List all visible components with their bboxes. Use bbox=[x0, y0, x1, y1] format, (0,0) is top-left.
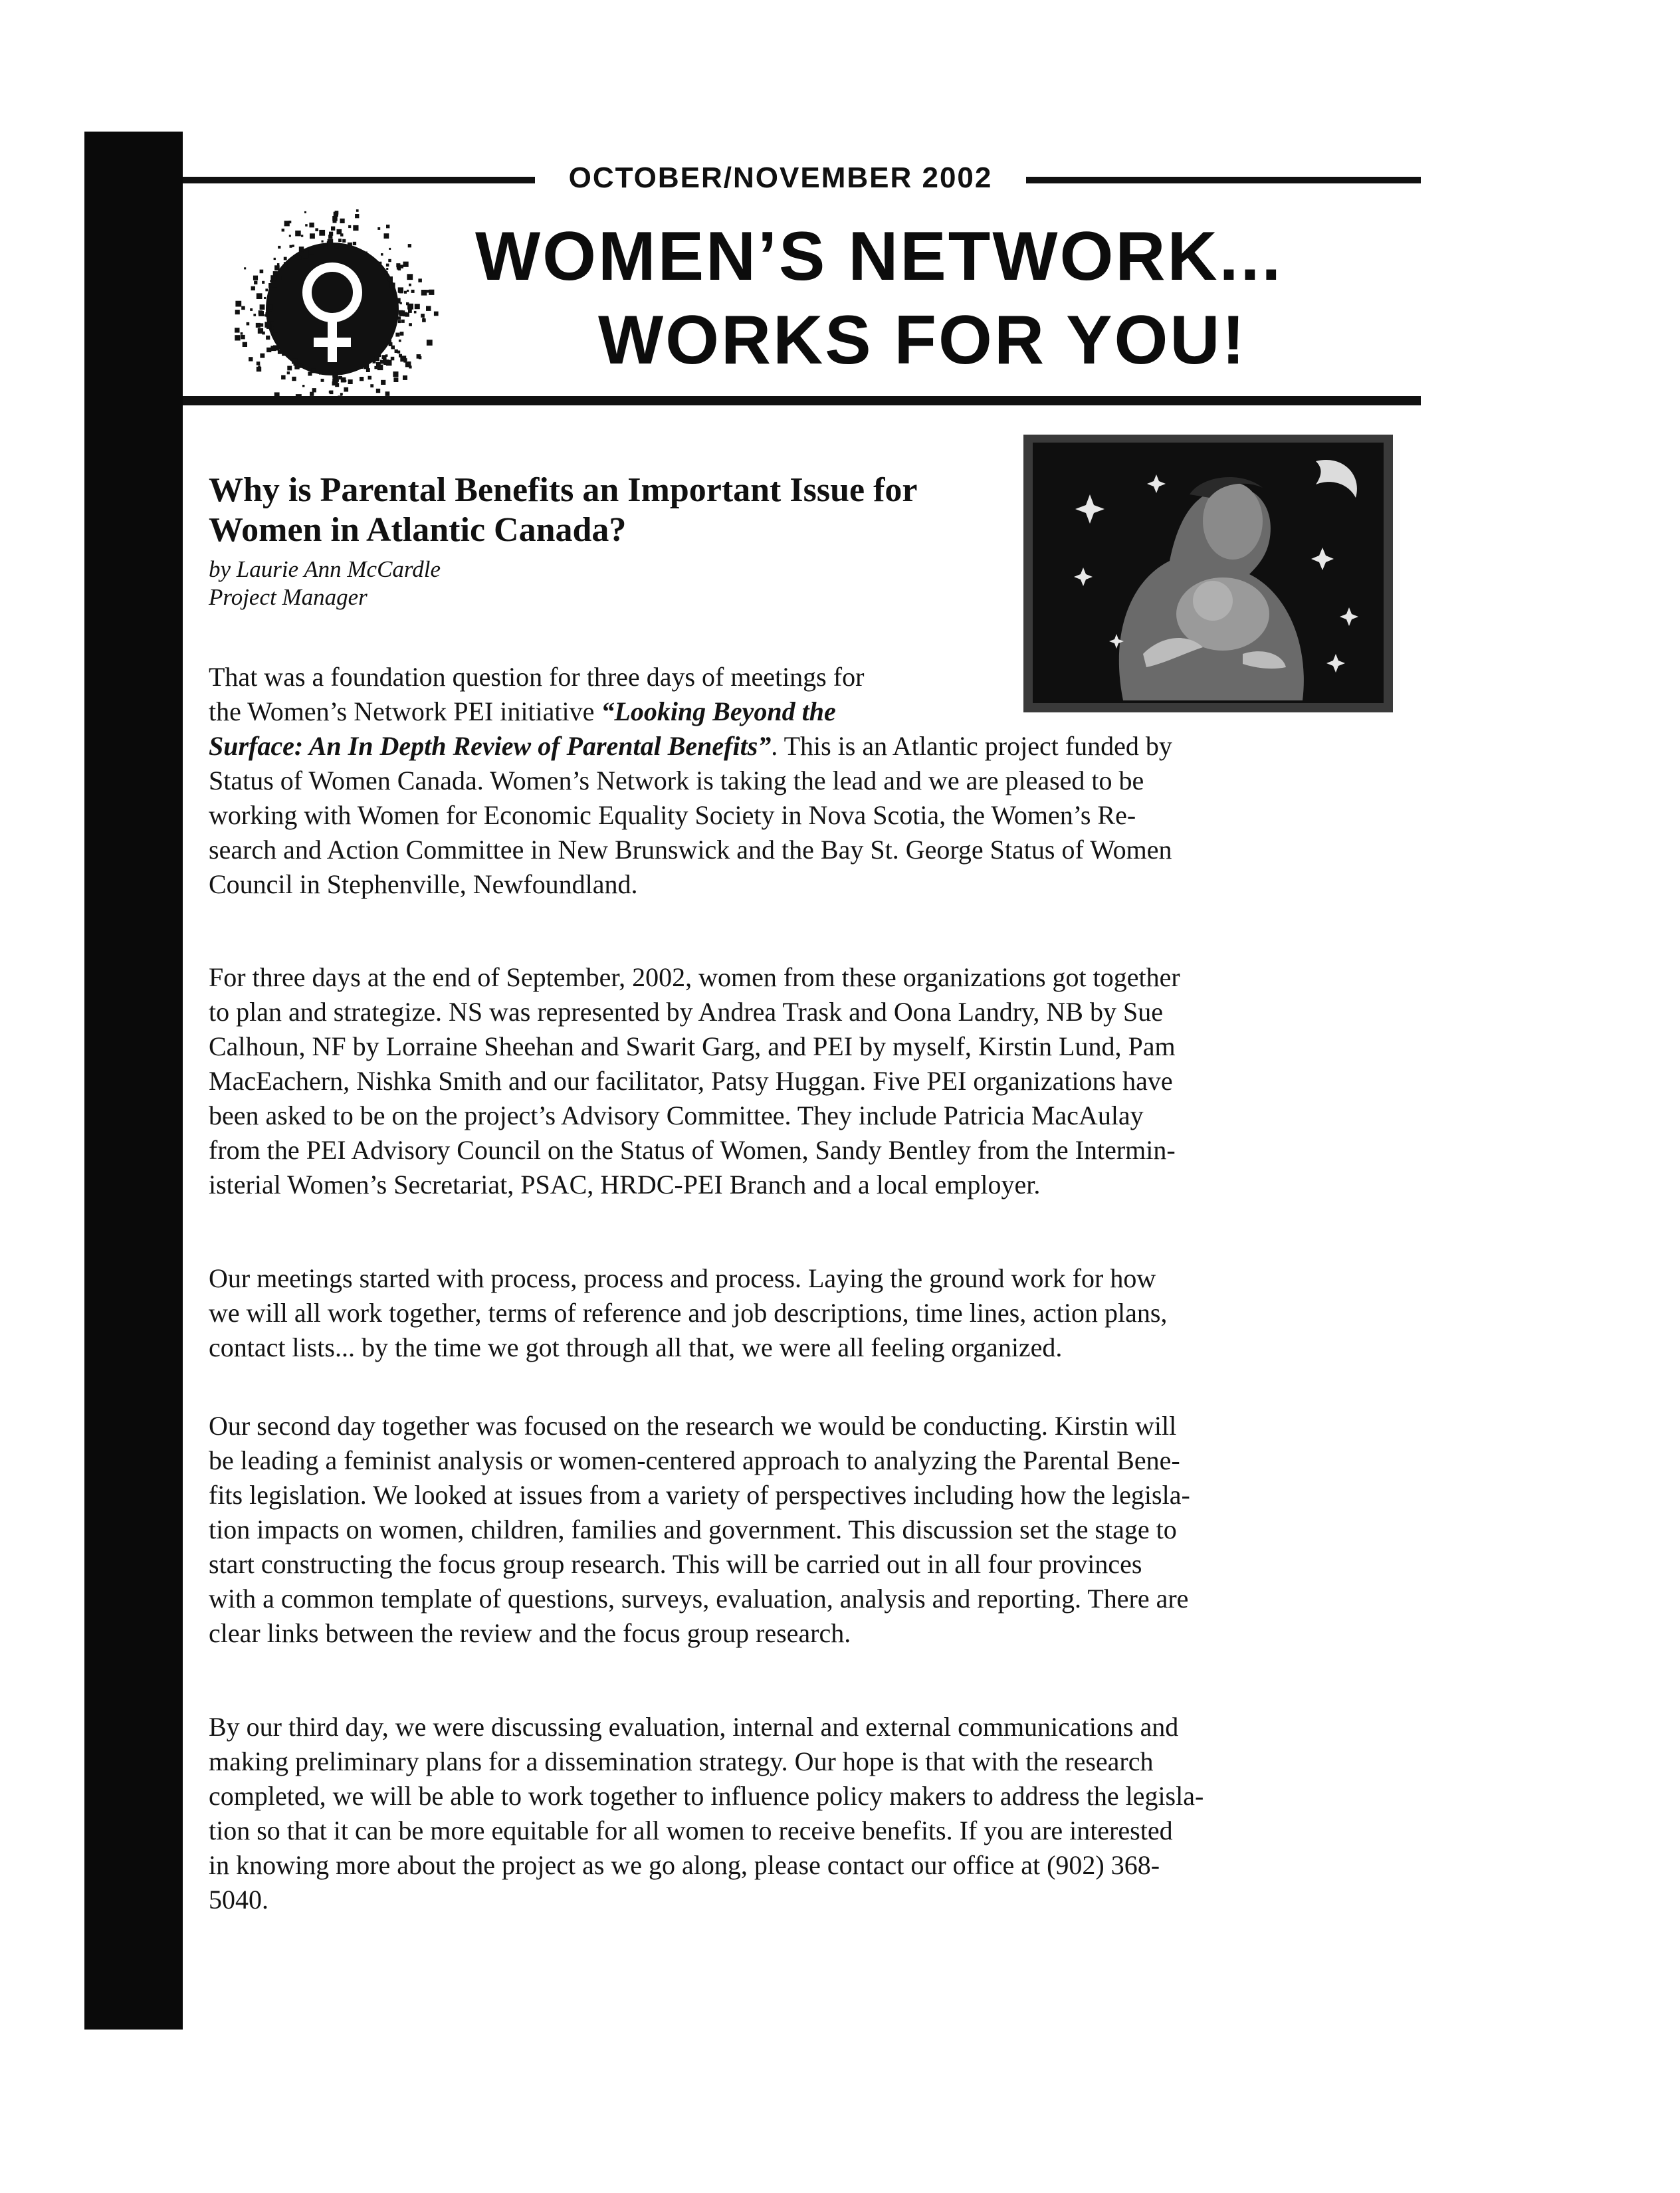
paragraph-5-line: 5040. bbox=[209, 1885, 268, 1915]
byline-role: Project Manager bbox=[209, 584, 368, 610]
female-symbol-icon bbox=[226, 203, 439, 415]
paragraph-4 bbox=[209, 1409, 1392, 1651]
header-rule-left bbox=[183, 177, 535, 183]
paragraph-2-line: MacEachern, Nishka Smith and our facilitator, Patsy Huggan. Five PEI organizations have bbox=[209, 1066, 1173, 1096]
initiative-title: “Looking Beyond the bbox=[601, 696, 836, 726]
paragraph-5-line: in knowing more about the project as we go along, please contact our office at (902) 368- bbox=[209, 1850, 1160, 1880]
paragraph-4-line: with a common template of questions, surveys, evaluation, analysis and reporting. There are bbox=[209, 1584, 1189, 1614]
paragraph-2-line: to plan and strategize. NS was represented by Andrea Trask and Oona Landry, NB by Sue bbox=[209, 997, 1163, 1027]
paragraph-4-line: start constructing the focus group research. This will be carried out in all four provinces bbox=[209, 1549, 1142, 1579]
paragraph-1 bbox=[209, 660, 1392, 902]
newsletter-title-line1: WOMEN’S NETWORK... bbox=[475, 218, 1283, 295]
paragraph-1-line: Status of Women Canada. Women’s Network is taking the lead and we are pleased to be bbox=[209, 766, 1144, 795]
newsletter-title-line2: WORKS FOR YOU! bbox=[598, 302, 1247, 379]
byline bbox=[209, 556, 441, 611]
text-run: the Women’s Network PEI initiative bbox=[209, 696, 601, 726]
paragraph-1-line: search and Action Committee in New Brunswick and the Bay St. George Status of Women bbox=[209, 835, 1172, 865]
paragraph-1-line bbox=[209, 729, 1392, 764]
paragraph-5-line: By our third day, we were discussing evaluation, internal and external communications and bbox=[209, 1712, 1179, 1742]
paragraph-1-line: working with Women for Economic Equality Society in Nova Scotia, the Women’s Re- bbox=[209, 800, 1136, 830]
paragraph-5 bbox=[209, 1710, 1392, 1917]
paragraph-3-line: contact lists... by the time we got through all that, we were all feeling organized. bbox=[209, 1332, 1063, 1362]
paragraph-3 bbox=[209, 1261, 1392, 1365]
paragraph-1-line bbox=[209, 694, 1392, 729]
text-run: . This is an Atlantic project funded by bbox=[771, 731, 1172, 761]
paragraph-2-line: been asked to be on the project’s Advisory Committee. They include Patricia MacAulay bbox=[209, 1100, 1144, 1130]
article-heading: Why is Parental Benefits an Important Issue for Women in Atlantic Canada? bbox=[209, 471, 917, 549]
paragraph-2-line: Calhoun, NF by Lorraine Sheehan and Swarit Garg, and PEI by myself, Kirstin Lund, Pam bbox=[209, 1031, 1176, 1061]
paragraph-4-line: Our second day together was focused on the research we would be conducting. Kirstin will bbox=[209, 1411, 1177, 1441]
header-rule-right bbox=[1026, 177, 1421, 183]
paragraph-2-line: isterial Women’s Secretariat, PSAC, HRDC-PEI Branch and a local employer. bbox=[209, 1170, 1041, 1200]
paragraph-1-line: That was a foundation question for three days of meetings for bbox=[209, 662, 865, 692]
paragraph-2-line: from the PEI Advisory Council on the Status of Women, Sandy Bentley from the Intermin- bbox=[209, 1135, 1176, 1165]
paragraph-1-line: Council in Stephenville, Newfoundland. bbox=[209, 869, 638, 899]
paragraph-5-line: making preliminary plans for a dissemination strategy. Our hope is that with the research bbox=[209, 1746, 1154, 1776]
initiative-title-cont: Surface: An In Depth Review of Parental Benefits” bbox=[209, 731, 772, 761]
byline-author: by Laurie Ann McCardle bbox=[209, 556, 441, 582]
header-bottom-rule bbox=[183, 396, 1421, 405]
paragraph-3-line: we will all work together, terms of reference and job descriptions, time lines, action plans, bbox=[209, 1298, 1168, 1328]
paragraph-4-line: tion impacts on women, children, families and government. This discussion set the stage to bbox=[209, 1514, 1177, 1544]
issue-date: OCTOBER/NOVEMBER 2002 bbox=[568, 161, 993, 194]
paragraph-2-line: For three days at the end of September, 2002, women from these organizations got together bbox=[209, 962, 1180, 992]
left-margin-bar bbox=[84, 132, 183, 2030]
paragraph-2 bbox=[209, 960, 1392, 1202]
paragraph-4-line: clear links between the review and the focus group research. bbox=[209, 1618, 851, 1648]
paragraph-4-line: fits legislation. We looked at issues from a variety of perspectives including how the legisla- bbox=[209, 1480, 1190, 1510]
paragraph-4-line: be leading a feminist analysis or women-centered approach to analyzing the Parental Bene- bbox=[209, 1445, 1180, 1475]
paragraph-3-line: Our meetings started with process, process and process. Laying the ground work for how bbox=[209, 1263, 1156, 1293]
paragraph-5-line: completed, we will be able to work together to influence policy makers to address the legisla- bbox=[209, 1781, 1204, 1811]
paragraph-5-line: tion so that it can be more equitable for all women to receive benefits. If you are interested bbox=[209, 1816, 1173, 1845]
